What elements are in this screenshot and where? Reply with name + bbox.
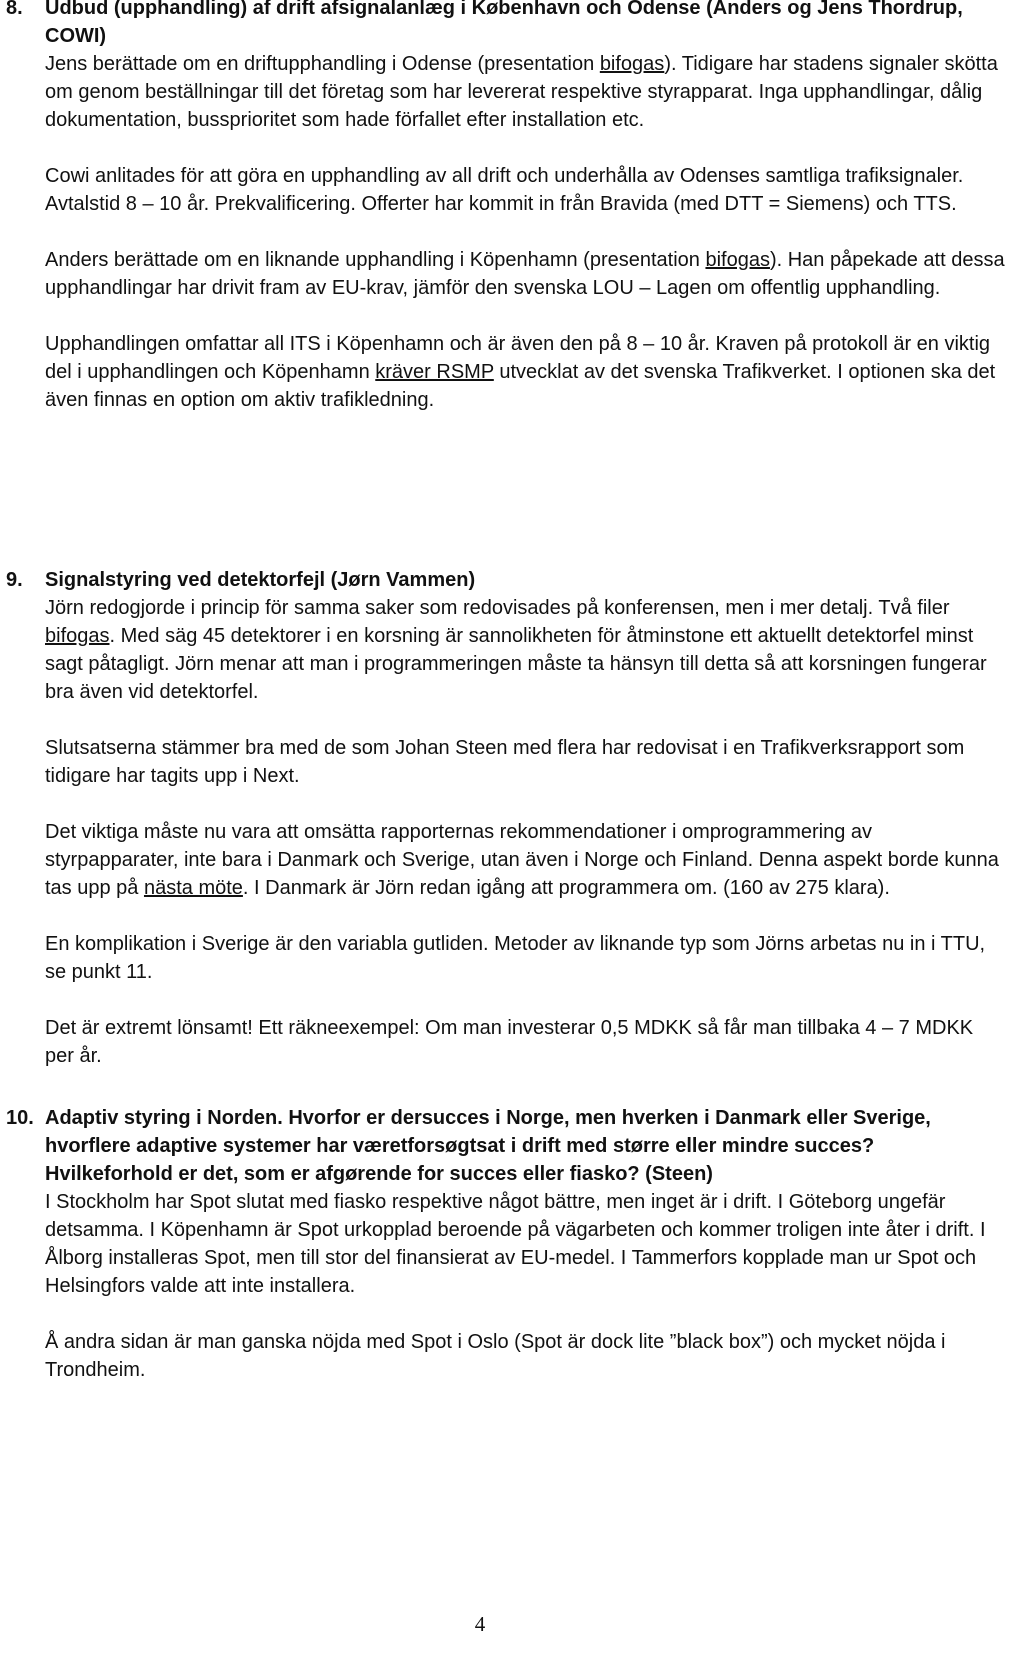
paragraph: [45, 818, 1005, 902]
paragraph: [45, 330, 1005, 414]
paragraph-text: . Med säg 45 detektorer i en korsning är sannolikheten för åtminstone ett aktuellt detektorfel minst sagt påtagligt. Jörn menar att man i programmeringen måste ta hänsyn till detta så att korsningen fungerar bra även vid detektorfel.: [45, 625, 987, 703]
page-number: 4: [474, 1612, 486, 1636]
paragraph: [45, 246, 1005, 302]
paragraph: [45, 594, 1005, 706]
link-nasta-mote[interactable]: nästa möte: [143, 877, 243, 899]
link-bifogas[interactable]: bifogas: [599, 53, 665, 75]
paragraph-text: Anders berättade om en liknande upphandling i Köpenhamn (presentation: [45, 249, 706, 271]
paragraph-text: ). Tidigare har stadens signaler skötta om genom beställningar till det företag som har levererat respektive styrapparat. Inga upphandlingar, dålig dokumentation, bussprioritet som hade förfallet efter installation etc.: [45, 53, 998, 131]
paragraph: Cowi anlitades för att göra en upphandling av all drift och underhålla av Odenses samtliga trafiksignaler. Avtalstid 8 – 10 år. Prekvalificering. Offerter har kommit in från Bravida (med DTT = Siemens) och TTS.: [45, 165, 964, 215]
section-10: [0, 1104, 1017, 1384]
section-number: 8.: [6, 0, 23, 19]
paragraph-text: Jörn redogjorde i princip för samma saker som redovisades på konferensen, men i mer detalj. Två filer: [45, 597, 950, 619]
section-heading: Udbud (upphandling) af drift afsignalanlæg i København och Odense (Anders og Jens Thordrup, COWI): [45, 0, 963, 47]
paragraph: En komplikation i Sverige är den variabla gutliden. Metoder av liknande typ som Jörns arbetas nu in i TTU, se punkt 11.: [45, 933, 986, 983]
paragraph: Slutsatserna stämmer bra med de som Johan Steen med flera har redovisat i en Trafikverksrapport som tidigare har tagits upp i Next.: [45, 737, 965, 787]
section-number: 9.: [6, 569, 23, 591]
link-bifogas[interactable]: bifogas: [45, 625, 110, 647]
paragraph-text: . I Danmark är Jörn redan igång att programmera om. (160 av 275 klara).: [242, 877, 890, 899]
section-9: [0, 566, 1017, 1070]
paragraph: Å andra sidan är man ganska nöjda med Spot i Oslo (Spot är dock lite ”black box”) och mycket nöjda i Trondheim.: [45, 1331, 946, 1381]
section-heading: Signalstyring ved detektorfejl (Jørn Vammen): [45, 569, 476, 591]
paragraph: I Stockholm har Spot slutat med fiasko respektive något bättre, men inget är i drift. I Göteborg ungefär detsamma. I Köpenhamn är Spot urkopplad beroende på vägarbeten och kommer troligen inte åter i drift. I Ålborg installeras Spot, men till stor del finansierat av EU-medel. I Tammerfors kopplade man ur Spot och Helsingfors valde att inte installera.: [45, 1191, 986, 1297]
paragraph-text: Upphandlingen omfattar all ITS i Köpenhamn och är även den på 8 – 10 år. Kraven på protokoll är en viktig del i upphandlingen och Köpenhamn: [45, 333, 991, 383]
section-heading: Adaptiv styring i Norden. Hvorfor er dersucces i Norge, men hverken i Danmark eller Sverige, hvorflere adaptive systemer har væretforsøgtsat i drift med større eller mindre succes? Hvilkeforhold er det, som er afgørende for succes eller fiasko? (Steen): [45, 1107, 931, 1185]
paragraph-text: Det viktiga måste nu vara att omsätta rapporternas rekommendationer i omprogrammering av styrpapparater, inte bara i Danmark och Sverige, utan även i Norge och Finland. Denna aspekt borde kunna tas upp på: [45, 821, 999, 899]
paragraph: Det är extremt lönsamt! Ett räkneexempel: Om man investerar 0,5 MDKK så får man tillbaka 4 – 7 MDKK per år.: [45, 1017, 974, 1067]
paragraph: [45, 50, 1005, 134]
paragraph-text: utvecklat av det svenska Trafikverket. I optionen ska det även finnas en option om aktiv trafikledning.: [45, 361, 996, 411]
link-krav-rsmp[interactable]: kräver RSMP: [375, 361, 494, 383]
section-number: 10.: [6, 1107, 34, 1129]
paragraph-text: Jens berättade om en driftupphandling i Odense (presentation: [45, 53, 600, 75]
link-bifogas[interactable]: bifogas: [705, 249, 770, 271]
section-8: [0, 0, 1017, 414]
paragraph-text: ). Han påpekade att dessa upphandlingar har drivit fram av EU-krav, jämför den svenska LOU – Lagen om offentlig upphandling.: [45, 249, 1005, 299]
